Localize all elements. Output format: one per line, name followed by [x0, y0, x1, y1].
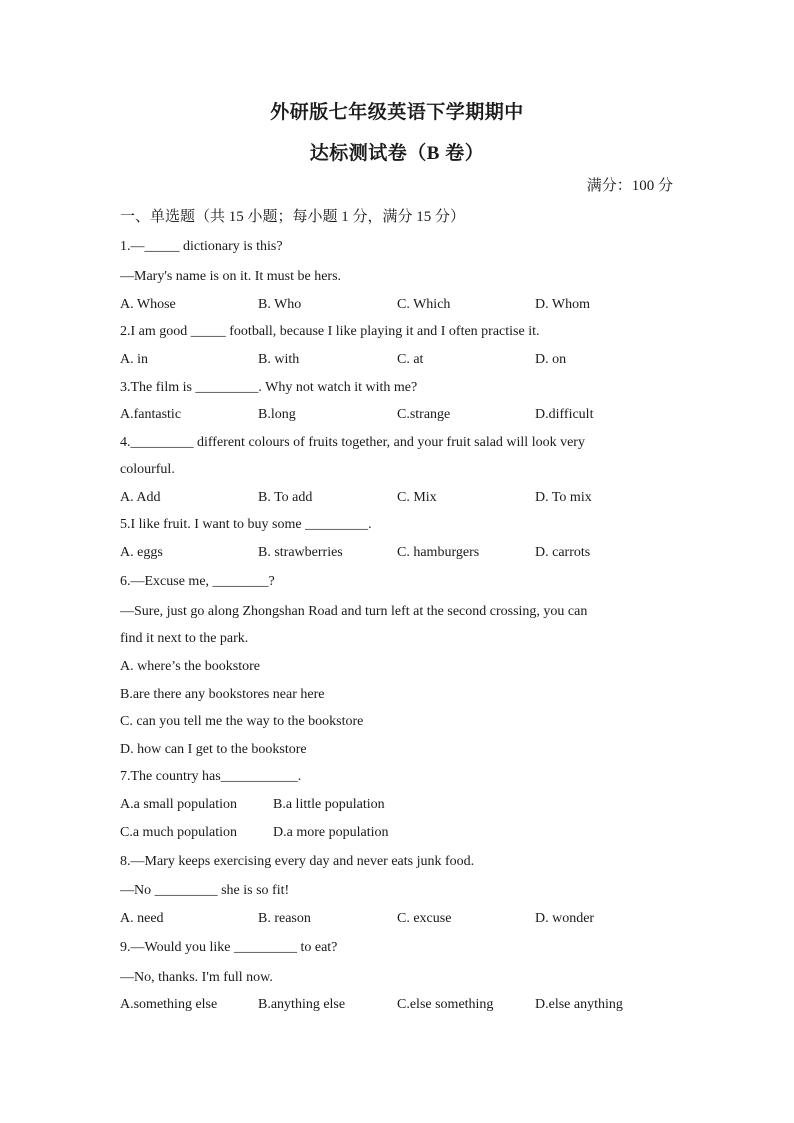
option-c: C. Mix — [397, 490, 437, 505]
question-9-stem: 9.—Would you like _________ to eat? — [120, 940, 338, 955]
option-d: D. carrots — [535, 545, 591, 560]
option-b: B. To add — [258, 490, 313, 505]
option-c: C.strange — [397, 407, 451, 422]
option-a: A. in — [120, 352, 148, 367]
question-6-answer-line-continued: find it next to the park. — [120, 631, 249, 646]
question-6-option-d: D. how can I get to the bookstore — [120, 742, 307, 757]
option-d: D. on — [535, 352, 567, 367]
full-score: 满分：100 分 — [586, 178, 673, 194]
question-1-stem: 1.—_____ dictionary is this? — [120, 239, 283, 254]
option-a: A. Add — [120, 490, 161, 505]
question-6-option-c: C. can you tell me the way to the bookstore — [120, 714, 364, 729]
question-9-answer-line: —No, thanks. I'm full now. — [120, 970, 273, 985]
option-c: C. Which — [397, 297, 451, 312]
option-c: C. excuse — [397, 911, 452, 926]
question-3-stem: 3.The film is _________. Why not watch it with me? — [120, 380, 418, 395]
question-6-answer-line: —Sure, just go along Zhongshan Road and turn left at the second crossing, you can — [120, 604, 588, 619]
option-b: B.anything else — [258, 997, 346, 1012]
option-b: B. Who — [258, 297, 302, 312]
option-d: D. wonder — [535, 911, 595, 926]
question-4-stem: 4._________ different colours of fruits together, and your fruit salad will look very — [120, 435, 585, 450]
option-b: B. reason — [258, 911, 311, 926]
option-a: A. need — [120, 911, 164, 926]
option-b: B. strawberries — [258, 545, 343, 560]
option-b: B.long — [258, 407, 296, 422]
option-a: A.something else — [120, 997, 218, 1012]
option-a: A.fantastic — [120, 407, 182, 422]
question-8-answer-line: —No _________ she is so fit! — [120, 883, 290, 898]
option-b: B.a little population — [273, 797, 385, 812]
question-4-stem-continued: colourful. — [120, 462, 175, 477]
exam-title: 外研版七年级英语下学期期中 — [270, 102, 524, 123]
question-1-answer-line: —Mary's name is on it. It must be hers. — [120, 269, 342, 284]
option-d: D. Whom — [535, 297, 590, 312]
question-2-stem: 2.I am good _____ football, because I like playing it and I often practise it. — [120, 324, 540, 339]
option-c: C.else something — [397, 997, 494, 1012]
option-c: C. at — [397, 352, 424, 367]
option-b: B. with — [258, 352, 300, 367]
option-a: A. Whose — [120, 297, 176, 312]
option-d: D. To mix — [535, 490, 592, 505]
question-6-stem: 6.—Excuse me, ________? — [120, 574, 275, 589]
option-c: C. hamburgers — [397, 545, 480, 560]
section-heading: 一、单选题（共 15 小题；每小题 1 分，满分 15 分） — [120, 209, 466, 225]
option-a: A. eggs — [120, 545, 163, 560]
option-d: D.difficult — [535, 407, 594, 422]
option-d: D.else anything — [535, 997, 623, 1012]
question-6-option-b: B.are there any bookstores near here — [120, 687, 325, 702]
exam-subtitle: 达标测试卷（B 卷） — [309, 143, 485, 164]
option-d: D.a more population — [273, 825, 389, 840]
option-a: A.a small population — [120, 797, 238, 812]
option-c: C.a much population — [120, 825, 238, 840]
question-7-stem: 7.The country has___________. — [120, 769, 302, 784]
question-6-option-a: A. where’s the bookstore — [120, 659, 260, 674]
question-5-stem: 5.I like fruit. I want to buy some _________. — [120, 517, 372, 532]
question-8-stem: 8.—Mary keeps exercising every day and never eats junk food. — [120, 854, 475, 869]
